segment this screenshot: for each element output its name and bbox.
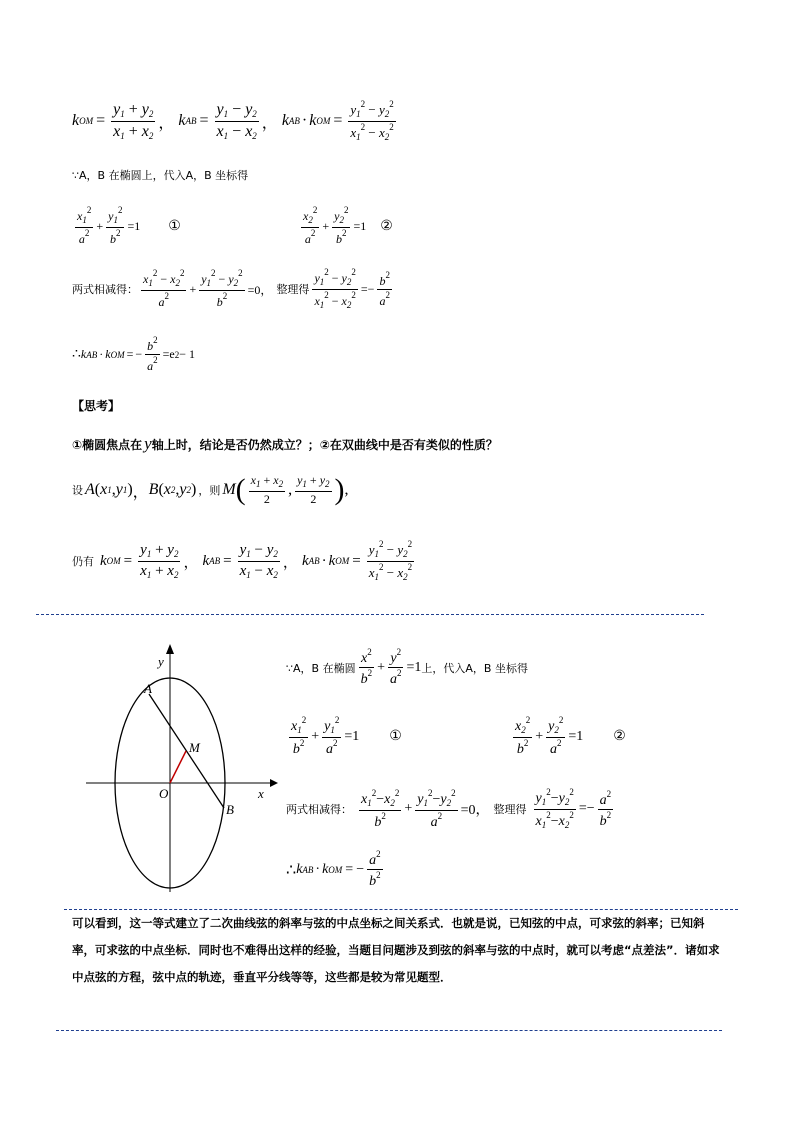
- ellipse-equation-2: $\frac{x_2^2}{a^2}$ + $\frac{y_2^2}{b^2}$ =1 ②: [303, 205, 393, 246]
- equation-1-marker: ①: [168, 218, 181, 234]
- box-substitute-line: ∵A，B 在椭圆 $\frac{x^2}{b^2}$ + $\frac{y^2}{a^2}$ =1 上，代入A，B 坐标得: [286, 647, 528, 688]
- box-equation-1-marker: ①: [389, 729, 402, 745]
- point-a-label: A: [144, 681, 152, 696]
- ellipse-equation-1: $\frac{x_1^2}{a^2}$ + $\frac{y_1^2}{b^2}$ =1 ①: [77, 205, 181, 246]
- box-equation-2: $\frac{x_2^2}{b^2}$ + $\frac{y_2^2}{a^2}$ =1 ②: [515, 715, 626, 757]
- product-fraction: $\frac{y_1^2 - y_2^2}{x_1^2 - x_2^2}$: [350, 99, 394, 142]
- k-ab-fraction: $\frac{y_1 - y_2}{x_1 - x_2}$: [216, 101, 257, 141]
- dashed-separator-top: [36, 614, 704, 615]
- set-points-line: 设 A ( x 1 , y 1 ) ， B ( x 2 , y 2 ) ，则 M ( $\frac{x_1 + x_2}{2}$ , $\frac{y_1 + y_2}{2}$ ) ,: [72, 473, 349, 507]
- k-om-fraction: $\frac{y_1 + y_2}{x_1 + x_2}$: [113, 101, 154, 141]
- conclusion-line: ∴ k AB · k OM = − $\frac{b^2}{a^2}$ =e 2 − 1: [72, 335, 196, 374]
- y-axis-arrow: [166, 644, 174, 654]
- box-subtraction-line: 两式相减得： $\frac{x_1^2-x_2^2}{b^2}$ + $\frac{y_1^2-y_2^2}{a^2}$ =0， 整理得 $\frac{y_1^2-y_2^2}{x_1^2-x_2^2}$ = − $\frac{a^2}{b^2}$: [286, 787, 612, 830]
- equation-2-marker: ②: [380, 218, 393, 234]
- y-axis-label: y: [158, 654, 164, 669]
- box-equation-2-marker: ②: [613, 729, 626, 745]
- x-axis-arrow: [270, 779, 278, 787]
- summary-paragraph: 可以看到，这一等式建立了二次曲线弦的斜率与弦的中点坐标之间关系式．也就是说，已知弦的中点，可求弦的斜率；已知斜率，可求弦的中点坐标．同时也不难得出这样的经验，当题目问题涉及到弦的斜率与弦的中点时，就可以考虑“点差法”．诸如求中点弦的方程，弦中点的轨迹，垂直平分线等等，这些都是较为常见题型．: [72, 916, 720, 984]
- segment-om: [170, 751, 186, 783]
- point-m-label: M: [189, 740, 200, 755]
- dashed-separator-bottom: [56, 1030, 722, 1031]
- point-b-label: B: [226, 802, 234, 817]
- ellipse-figure: [80, 640, 280, 900]
- think-question: ①椭圆焦点在 y 轴上时，结论是否仍然成立？；②在双曲线中是否有类似的性质？: [72, 434, 498, 453]
- box-equation-1: $\frac{x_1^2}{b^2}$ + $\frac{y_1^2}{a^2}$ =1 ①: [291, 715, 402, 757]
- substitute-text: ∵A，B 在椭圆上，代入A，B 坐标得: [72, 169, 249, 182]
- box-conclusion-line: ∴ k AB · k OM = − $\frac{a^2}{b^2}$: [286, 849, 381, 890]
- still-have-line: 仍有 k OM = $\frac{y_1 + y_2}{x_1 + x_2}$ ， k AB = $\frac{y_1 - y_2}{x_1 - x_2}$ ， k AB · k OM = $\frac{y_1^2 - y_2^2}{x_1^2 - x_2^2}$: [72, 539, 413, 582]
- think-heading: 【思考】: [72, 399, 121, 413]
- origin-label: O: [159, 786, 169, 801]
- subtraction-line: 两式相减得： $\frac{x_1^2 - x_2^2}{a^2}$ + $\frac{y_1^2 - y_2^2}{b^2}$ =0， 整理得 $\frac{y_1^2 - y_2^2}{x_1^2 - x_2^2}$ = − $\frac{b^2}{a^2}$: [72, 267, 390, 310]
- x-axis-label: x: [258, 786, 264, 801]
- slope-formulas-line: k OM = $\frac{y_1 + y_2}{x_1 + x_2}$ ， k AB = $\frac{y_1 - y_2}{x_1 - x_2}$ ， k AB · k OM = $\frac{y_1^2 - y_2^2}{x_1^2 - x_2^2}$: [72, 99, 394, 142]
